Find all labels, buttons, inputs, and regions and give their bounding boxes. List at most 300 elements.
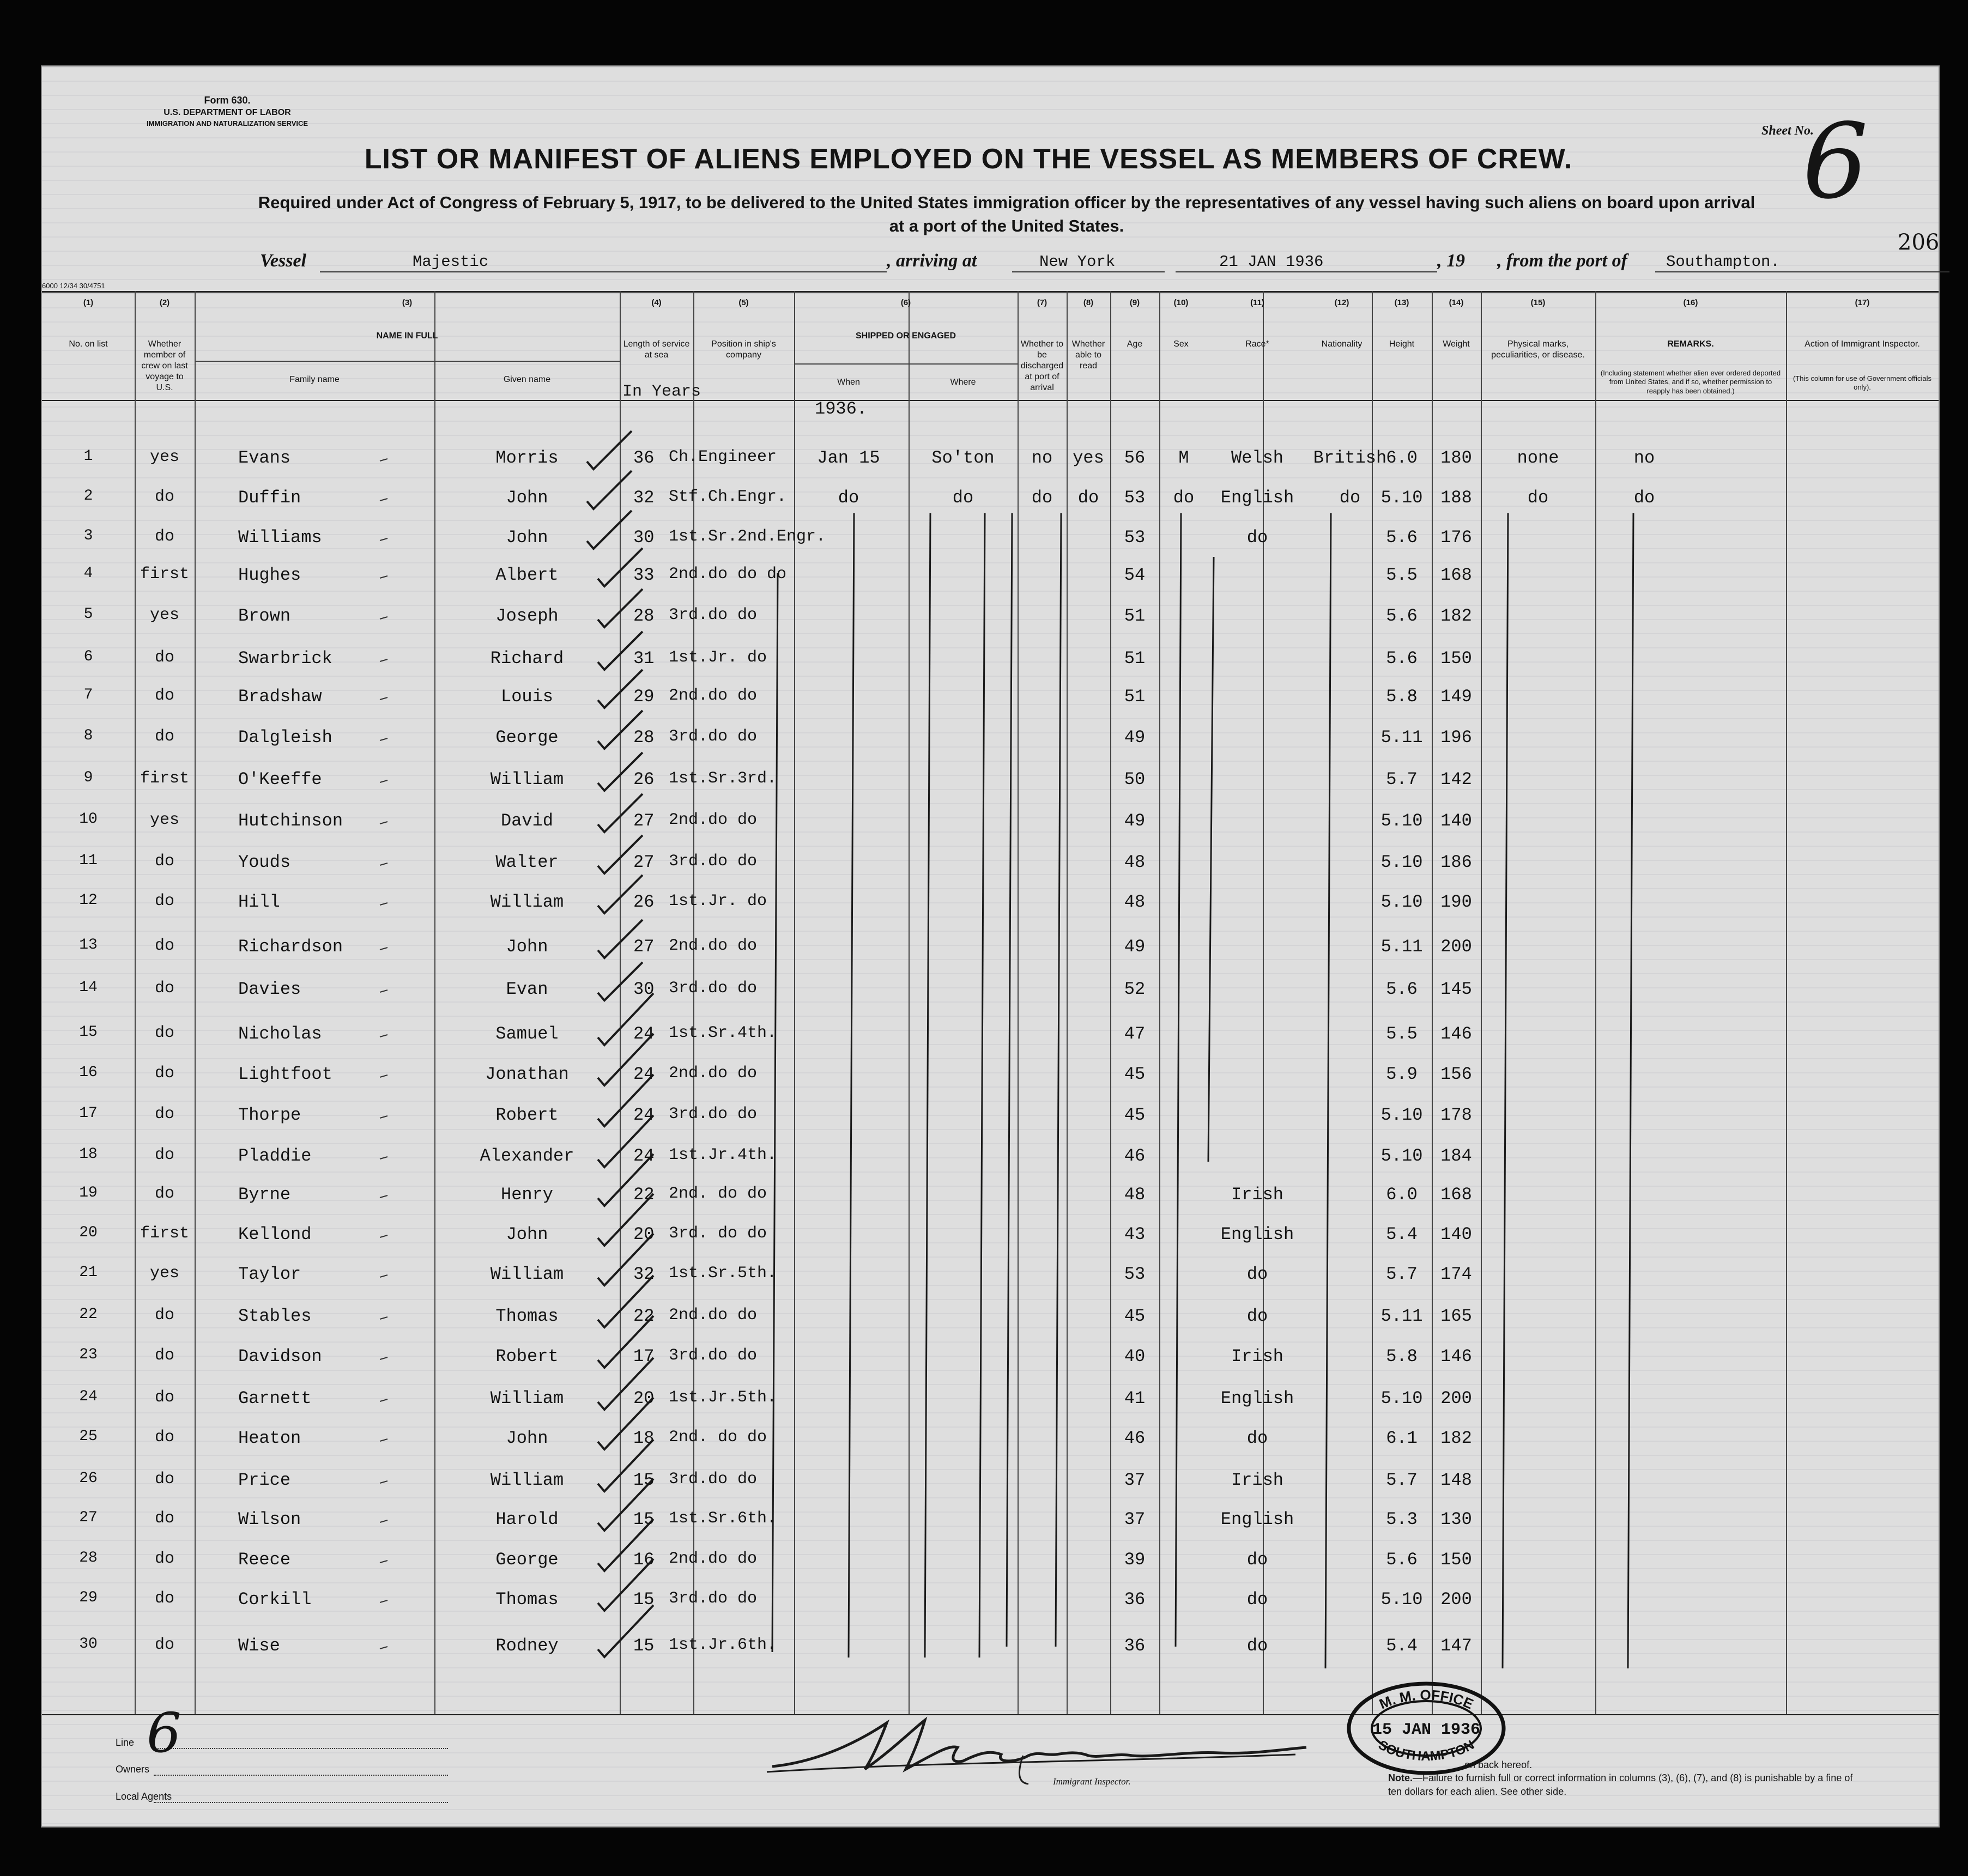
cell-given: Jonathan [485,1064,569,1084]
cell-family: Swarbrick [238,648,332,669]
cell-remarks: do [1633,488,1655,508]
cell-given: Joseph [495,606,559,626]
vessel-info-line [260,251,1840,276]
cell-family: Nicholas [238,1024,322,1044]
name-tick [380,1399,387,1401]
cell-race: do [1246,1589,1268,1610]
cell-service: 20 [633,1224,655,1244]
cell-height: 5.10 [1380,892,1423,912]
cell-family: Hill [238,892,280,912]
column-number: (7) [1037,298,1047,307]
cell-position: 1st.Jr.5th. [669,1388,777,1407]
column-header: Height [1389,339,1415,349]
cell-height: 6.1 [1386,1428,1418,1448]
name-tick [380,1600,387,1602]
cell-no: 5 [83,606,93,623]
ditto-stroke [849,513,854,1658]
cell-given: John [506,1428,548,1448]
name-tick [380,903,387,905]
cell-height: 5.10 [1380,1589,1423,1610]
cell-service: 28 [633,727,655,748]
cell-no: 14 [79,979,98,996]
note-body [1388,1771,1868,1798]
ditto-stroke [1176,513,1181,1647]
cell-no: 7 [83,687,93,703]
cell-position: 3rd. do do [669,1224,767,1243]
cell-position: 1st.Jr.6th. [669,1636,777,1654]
given-name-subheader: Given name [503,375,551,384]
ditto-stroke [925,513,930,1658]
name-tick [380,990,387,992]
cell-service: 15 [633,1470,655,1490]
cell-weight: 149 [1440,687,1472,707]
cell-prev: do [154,1636,174,1654]
cell-service: 22 [633,1306,655,1326]
cell-height: 5.11 [1380,1306,1423,1326]
from-port-label: , from the port of [1497,251,1627,271]
cell-height: 5.8 [1386,687,1418,707]
cell-given: William [490,892,564,912]
cell-family: Hutchinson [238,811,343,831]
cell-no: 20 [79,1224,98,1241]
cell-height: 5.5 [1386,1024,1418,1044]
service-name: IMMIGRATION AND NATURALIZATION SERVICE [146,119,308,128]
column-header: Nationality [1321,339,1363,349]
cell-weight: 150 [1440,1550,1472,1570]
cell-service: 26 [633,892,655,912]
cell-given: David [500,811,553,831]
cell-age: 51 [1124,648,1146,669]
name-tick [380,1481,387,1483]
cell-prev: do [154,687,174,705]
column-number: (11) [1250,298,1264,307]
cell-service: 24 [633,1146,655,1166]
cell-family: Youds [238,852,291,872]
arrival-port: New York [1039,253,1116,271]
cell-age: 48 [1124,892,1146,912]
column-number: (1) [83,298,94,307]
cell-no: 15 [79,1024,98,1041]
manifest-sheet [41,65,1940,1828]
cell-age: 47 [1124,1024,1146,1044]
cell-age: 54 [1124,565,1146,585]
column-header: REMARKS. [1667,339,1714,349]
cell-position: 1st.Jr. do [669,892,767,910]
cell-height: 5.6 [1386,606,1418,626]
vessel-label: Vessel [260,251,306,271]
cell-height: 5.6 [1386,1550,1418,1570]
local-agents-underline [154,1802,448,1803]
column-number: (14) [1449,298,1464,307]
cell-position: 2nd.do do [669,937,758,955]
cell-family: Wilson [238,1509,301,1529]
cell-given: George [495,1550,559,1570]
cell-age: 36 [1124,1589,1146,1610]
cell-service: 16 [633,1550,655,1570]
cell-height: 5.5 [1386,565,1418,585]
cell-no: 17 [79,1105,98,1122]
cell-height: 6.0 [1386,1185,1418,1205]
svg-text:M. M. OFFICE [1377,1687,1476,1713]
cell-no: 18 [79,1146,98,1163]
cell-no: 22 [79,1306,98,1323]
cell-prev: yes [149,448,179,466]
name-tick [380,538,387,541]
cell-no: 29 [79,1589,98,1606]
cell-prev: do [154,1428,174,1447]
cell-position: 3rd.do do [669,606,758,624]
stamp-top-text: M. M. OFFICE [1377,1686,1476,1713]
cell-family: Brown [238,606,291,626]
cell-weight: 196 [1440,727,1472,748]
cell-prev: do [154,527,174,546]
cell-position: Ch.Engineer [669,448,777,466]
cell-height: 5.10 [1380,852,1423,872]
cell-prev: do [154,488,174,506]
cell-position: 3rd.do do [669,979,758,998]
cell-race: do [1246,1550,1268,1570]
cell-weight: 190 [1440,892,1472,912]
column-number: (6) [900,298,911,307]
cell-read: yes [1073,448,1104,468]
column-divider [195,291,196,1714]
cell-weight: 178 [1440,1105,1472,1125]
cell-age: 46 [1124,1146,1146,1166]
name-subheader-rule [195,361,620,362]
cell-no: 19 [79,1185,98,1201]
cell-service: 24 [633,1105,655,1125]
cell-given: William [490,1470,564,1490]
cell-given: Albert [495,565,559,585]
cell-prev: do [154,1024,174,1042]
cell-prev: do [154,937,174,955]
cell-height: 5.10 [1380,811,1423,831]
cell-weight: 147 [1440,1636,1472,1656]
column-header: No. on list [69,339,108,349]
cell-height: 5.4 [1386,1636,1418,1656]
page-subtitle: Required under Act of Congress of February 5, 1917, to be delivered to the United States immigration officer by the representatives of any vessel having such aliens on board upon arrival at a port of the United States. [258,193,1755,236]
cell-position: 2nd.do do [669,811,758,829]
column-header: Whether to be discharged at port of arrival [1020,339,1064,392]
cell-weight: 142 [1440,769,1472,790]
cell-service: 28 [633,606,655,626]
table-top-rule [42,291,1939,293]
cell-family: O'Keeffe [238,769,322,790]
cell-position: 1st.Sr.3rd. [669,769,777,788]
cell-age: 36 [1124,1636,1146,1656]
cell-age: 45 [1124,1105,1146,1125]
cell-prev: do [154,1346,174,1365]
cell-age: 48 [1124,1185,1146,1205]
cell-family: Stables [238,1306,312,1326]
form-number: Form 630. [204,95,251,106]
cell-service: 20 [633,1388,655,1408]
cell-weight: 156 [1440,1064,1472,1084]
cell-position: 1st.Sr.4th. [669,1024,777,1042]
cell-no: 23 [79,1346,98,1363]
cell-prev: do [154,1185,174,1203]
name-tick [380,1439,387,1441]
cell-no: 10 [79,811,98,828]
cell-race: English [1220,488,1294,508]
cell-prev: do [154,727,174,746]
name-tick [380,863,387,865]
column-number: (10) [1173,298,1189,307]
cell-given: Samuel [495,1024,559,1044]
department-name: U.S. DEPARTMENT OF LABOR [164,108,291,118]
ditto-stroke [1056,513,1061,1647]
footer-note [1388,1758,1868,1798]
cell-no: 1 [83,448,93,465]
line-label: Line [116,1737,135,1748]
cell-height: 5.10 [1380,1105,1423,1125]
cell-position: 1st.Sr.2nd.Engr. [669,527,826,546]
cell-given: Evan [506,979,548,999]
name-tick [380,1561,387,1563]
cell-prev: do [154,1146,174,1164]
cell-weight: 182 [1440,1428,1472,1448]
cell-given: Louis [500,687,553,707]
cell-prev: first [140,1224,189,1243]
name-tick [380,617,387,619]
cell-family: Dalgleish [238,727,332,748]
cell-age: 39 [1124,1550,1146,1570]
cell-no: 16 [79,1064,98,1081]
cell-service: 27 [633,852,655,872]
cell-prev: do [154,1105,174,1124]
cell-weight: 174 [1440,1264,1472,1284]
column-number: (16) [1683,298,1698,307]
cell-service: 31 [633,648,655,669]
local-agents-label: Local Agents [116,1791,172,1802]
column-number: (3) [402,298,413,307]
name-tick [380,659,387,661]
cell-family: Pladdie [238,1146,312,1166]
cell-race: do [1246,1636,1268,1656]
name-tick [380,459,387,461]
form-print-code: 6000 12/34 30/4751 [42,282,105,290]
cell-age: 52 [1124,979,1146,999]
cell-prev: do [154,1509,174,1528]
cell-no: 11 [79,852,98,869]
cell-family: Williams [238,527,322,548]
cell-service: 15 [633,1509,655,1529]
cell-service: 17 [633,1346,655,1367]
cell-height: 5.11 [1380,937,1423,957]
stamp-bottom-text: SOUTHAMPTON [1376,1737,1477,1764]
cell-given: William [490,769,564,790]
cell-position: 3rd.do do [669,1470,758,1489]
shipped-year: 1936. [815,399,868,419]
shipped-subheader-rule [794,363,1018,365]
name-tick [380,1235,387,1237]
cell-no: 3 [83,527,93,544]
column-header: Length of service at sea [623,339,690,360]
cell-given: Alexander [480,1146,574,1166]
cell-height: 5.3 [1386,1509,1418,1529]
from-port: Southampton. [1666,253,1780,271]
cell-age: 49 [1124,727,1146,748]
handwritten-mark: 6 [147,1701,181,1765]
note-label: Note. [1388,1772,1413,1784]
cell-service: 15 [633,1589,655,1610]
cell-remarks: no [1633,448,1655,468]
cell-no: 13 [79,937,98,954]
cell-service: 18 [633,1428,655,1448]
cell-read: do [1077,488,1099,508]
cell-no: 6 [83,648,93,665]
ditto-stroke [1208,557,1214,1162]
cell-age: 49 [1124,811,1146,831]
sheet-number-label: Sheet No. [1761,124,1814,138]
cell-height: 5.10 [1380,1146,1423,1166]
column-header: NAME IN FULL [376,331,438,341]
name-tick [380,1357,387,1359]
cell-race: Irish [1231,1470,1283,1490]
cell-height: 5.7 [1386,1264,1418,1284]
cell-prev: first [140,565,189,584]
arrival-date: 21 JAN 1936 [1219,253,1324,271]
cell-service: 24 [633,1064,655,1084]
cell-weight: 148 [1440,1470,1472,1490]
cell-prev: do [154,1550,174,1568]
column-header: Sex [1173,339,1189,349]
column-divider [1786,291,1787,1714]
cell-family: Kellond [238,1224,312,1244]
cell-weight: 140 [1440,811,1472,831]
cell-weight: 165 [1440,1306,1472,1326]
cell-height: 5.6 [1386,979,1418,999]
cell-nationality: do [1339,488,1361,508]
column-number: (5) [738,298,749,307]
ditto-stroke [772,573,778,1652]
cell-height: 5.6 [1386,527,1418,548]
note-text: —Failure to furnish full or correct information in columns (3), (6), (7), and (8) is punishable by a fine of ten dollars for each alien. See other side. [1388,1772,1853,1797]
cell-given: George [495,727,559,748]
name-tick [380,1116,387,1118]
cell-height: 5.7 [1386,1470,1418,1490]
cell-no: 28 [79,1550,98,1567]
column-header: Physical marks, peculiarities, or disease. [1491,339,1585,360]
name-tick [380,697,387,700]
cell-prev: do [154,1064,174,1083]
sheet-number: 6 [1802,101,1868,222]
cell-prev: do [154,892,174,910]
cell-no: 9 [83,769,93,786]
ditto-stroke [1325,513,1331,1668]
cell-position: 1st.Jr.4th. [669,1146,777,1164]
cell-service: 22 [633,1185,655,1205]
cell-service: 30 [633,979,655,999]
cell-weight: 182 [1440,606,1472,626]
cell-no: 27 [79,1509,98,1526]
cell-given: Harold [495,1509,559,1529]
cell-given: John [506,1224,548,1244]
cell-prev: do [154,1306,174,1325]
cell-height: 5.10 [1380,488,1423,508]
cell-position: 3rd.do do [669,1105,758,1124]
year-label: , 19 [1437,251,1465,271]
cell-given: William [490,1388,564,1408]
cell-service: 24 [633,1024,655,1044]
cell-prev: first [140,769,189,788]
name-tick [380,576,387,578]
cell-when: Jan 15 [817,448,880,468]
column-number: (2) [159,298,170,307]
cell-height: 6.0 [1386,448,1418,468]
name-tick [380,1317,387,1319]
cell-service: 32 [633,1264,655,1284]
cell-family: Wise [238,1636,280,1656]
cell-position: 2nd.do do [669,1306,758,1325]
cell-race: do [1246,1428,1268,1448]
cell-given: Thomas [495,1589,559,1610]
cell-prev: do [154,852,174,871]
cell-age: 45 [1124,1064,1146,1084]
cell-position: 2nd.do do [669,687,758,705]
cell-given: John [506,488,548,508]
cell-weight: 176 [1440,527,1472,548]
cell-prev: yes [149,1264,179,1283]
cell-age: 51 [1124,606,1146,626]
cell-family: Hughes [238,565,301,585]
cell-family: Davies [238,979,301,999]
cell-race: do [1246,1264,1268,1284]
ditto-stroke [1007,513,1012,1647]
column-divider [620,291,621,1714]
cell-weight: 140 [1440,1224,1472,1244]
cell-age: 45 [1124,1306,1146,1326]
cell-age: 46 [1124,1428,1146,1448]
cell-age: 48 [1124,852,1146,872]
name-tick [380,1035,387,1037]
cell-no: 8 [83,727,93,744]
when-subheader: When [837,378,860,387]
cell-family: Garnett [238,1388,312,1408]
cell-position: 1st.Jr. do [669,648,767,667]
cell-height: 5.10 [1380,1388,1423,1408]
column-number: (4) [651,298,662,307]
cell-no: 26 [79,1470,98,1487]
cell-family: Taylor [238,1264,301,1284]
cell-age: 37 [1124,1509,1146,1529]
cell-service: 26 [633,769,655,790]
cell-family: Byrne [238,1185,291,1205]
cell-race: English [1220,1509,1294,1529]
cell-age: 56 [1124,448,1146,468]
cell-weight: 168 [1440,1185,1472,1205]
cell-age: 49 [1124,937,1146,957]
name-tick [380,1075,387,1077]
vessel-name: Majestic [413,253,489,271]
cell-family: Richardson [238,937,343,957]
cell-no: 30 [79,1636,98,1653]
column-header: Action of Immigrant Inspector. [1804,339,1920,349]
column-number: (15) [1530,298,1546,307]
cell-race: Irish [1231,1346,1283,1367]
cell-race: Welsh [1231,448,1283,468]
cell-marks: do [1527,488,1549,508]
name-tick [380,780,387,782]
cell-family: Bradshaw [238,687,322,707]
cell-prev: do [154,1589,174,1608]
inspector-signature [761,1701,1317,1788]
cell-service: 15 [633,1636,655,1656]
column-header: Race* [1245,339,1269,349]
cell-position: 2nd.do do [669,1550,758,1568]
arriving-label: , arriving at [887,251,977,271]
cell-race: English [1220,1388,1294,1408]
